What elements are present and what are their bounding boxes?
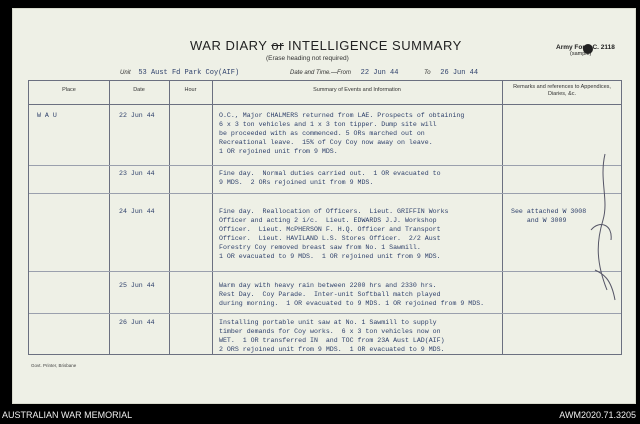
- row-divider: [29, 271, 621, 272]
- header-divider: [29, 104, 621, 105]
- unit-label: Unit: [120, 70, 131, 76]
- row-place: W A U: [37, 112, 57, 119]
- army-form-sub: (sample): [570, 51, 592, 57]
- row-summary: Fine day. Normal duties carried out. 1 OR evacuated to 9 MDS. 2 ORs rejoined unit from 9 MDS.: [219, 170, 441, 186]
- row-summary: Warm day with heavy rain between 2200 hrs and 2330 hrs. Rest Day. Coy Parade. Inter-unit Softball match played during morning. 1 OR evacuated to 9 MDS. 1 OR rejoined from 9 MDS.: [219, 282, 485, 307]
- title-struck: or: [271, 38, 284, 53]
- unit-row: [120, 69, 239, 77]
- page-title: [190, 38, 462, 53]
- col-header-date: Date: [133, 87, 145, 93]
- subtitle: (Erase heading not required): [266, 55, 349, 62]
- col-header-summary: Summary of Events and Information: [313, 87, 401, 93]
- date-row: [290, 69, 478, 77]
- row-date: 25 Jun 44: [119, 282, 155, 289]
- diary-table: [28, 80, 622, 355]
- unit-value: 53 Aust Fd Park Coy(AIF): [138, 69, 240, 77]
- row-date: 26 Jun 44: [119, 319, 155, 326]
- row-divider: [29, 313, 621, 314]
- row-divider: [29, 193, 621, 194]
- printer-credit: Govt. Printer, Brisbane: [31, 363, 77, 368]
- row-date: 23 Jun 44: [119, 170, 155, 177]
- title-main: WAR DIARY: [190, 38, 268, 53]
- row-summary: Installing portable unit saw at No. 1 Sawmill to supply timber demands for Coy works. 6 x 3 ton vehicles now on WET. 1 OR transferred IN and TOC from 23A Aust LAD(AIF) 2 ORS rejoined unit from 9 MDS. 1 OR evacuated to 9 MDS.: [219, 319, 445, 353]
- handwritten-signature-icon: [585, 150, 621, 310]
- date-from: 22 Jun 44: [360, 69, 399, 77]
- row-remarks: See attached W 3008 and W 3009: [511, 208, 587, 224]
- army-form-text: Army Form C. 2118: [556, 44, 615, 51]
- date-to: 26 Jun 44: [440, 69, 479, 77]
- row-divider: [29, 165, 621, 166]
- col-header-place: Place: [62, 87, 76, 93]
- army-form-label: [556, 44, 615, 57]
- col-header-hour: Hour: [184, 87, 197, 93]
- row-date: 24 Jun 44: [119, 208, 155, 215]
- to-label: To: [424, 70, 431, 76]
- date-label: Date and Time.—From: [290, 70, 351, 76]
- title-rest: INTELLIGENCE SUMMARY: [288, 38, 462, 53]
- footer-accession: AWM2020.71.3205: [559, 410, 636, 420]
- row-date: 22 Jun 44: [119, 112, 155, 119]
- col-header-remarks: Remarks and references to Appendices, Diaries, &c.: [513, 84, 611, 97]
- row-summary: O.C., Major CHALMERS returned from LAE. Prospects of obtaining 6 x 3 ton vehicles and 1 x 3 ton tipper. Dump site will be proceeded with as commenced. 5 ORs marched out on Recreational leave. 15% of Coy Coy now away on leave. 1 OR rejoined unit from 9 MDS.: [219, 112, 465, 155]
- row-summary: Fine day. Reallocation of Officers. Lieut. GRIFFIN Works Officer and acting 2 i/c. Lieut. EDWARDS J.J. Workshop Officer. Lieut. McPHERSON F. H.Q. Officer and Transport Officer. Lieut. HAVILAND L.S. Stores Officer. 2/2 Aust Forestry Coy removed breast saw from No. 1 Sawmill. 1 OR evacuated to 9 MDS. 1 OR rejoined unit from 9 MDS.: [219, 208, 449, 260]
- footer-institution: AUSTRALIAN WAR MEMORIAL: [2, 410, 133, 420]
